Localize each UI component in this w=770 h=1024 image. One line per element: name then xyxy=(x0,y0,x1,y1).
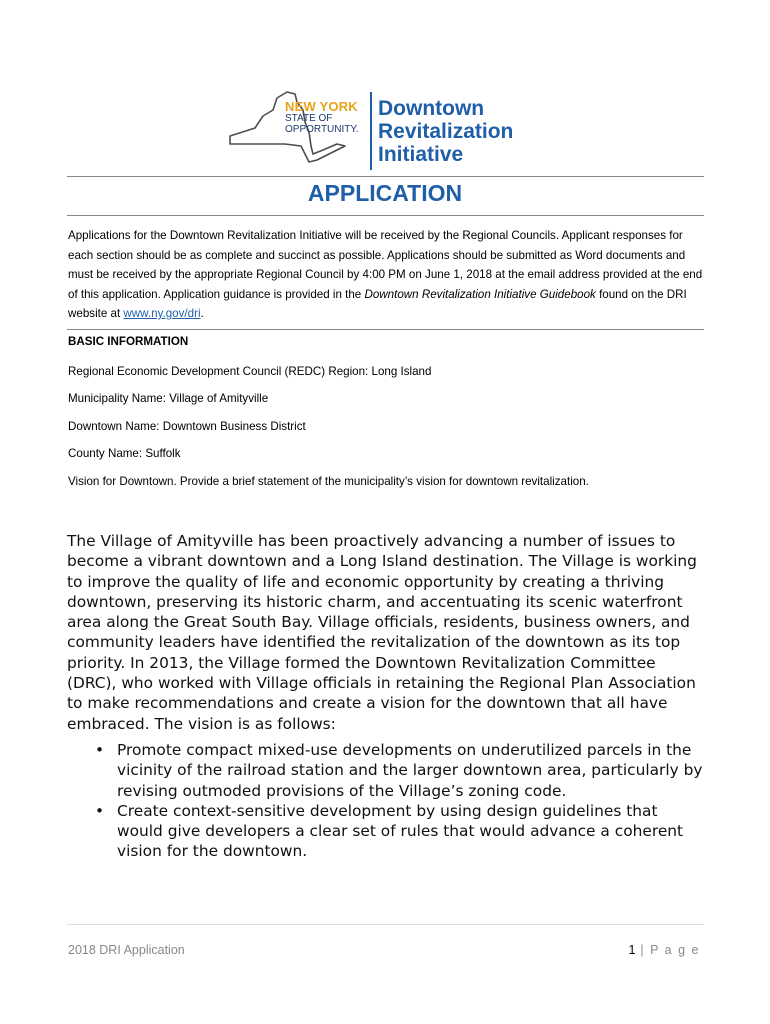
logo-state-name: NEW YORK xyxy=(285,99,358,114)
rule-top xyxy=(67,176,704,177)
downtown-name-field: Downtown Name: Downtown Business District xyxy=(68,420,306,433)
bullet-text: Promote compact mixed-use developments on underutilized parcels in the vicinity of the railroad station and the larger downtown area, particularly by revising outmoded provisions of the Village’s zoning code. xyxy=(117,740,703,800)
county-field: County Name: Suffolk xyxy=(68,447,181,460)
footer-document-name: 2018 DRI Application xyxy=(68,943,185,957)
footer-page-indicator xyxy=(628,943,700,957)
page-label: | P a g e xyxy=(635,943,700,957)
intro-text: Applications for the Downtown Revitalization Initiative will be received by the Regional Councils. Applicant responses for each section should be as complete and succinct as possible. Applications should be submitted as Word documents and must be received by the appropriate Regional Council by 4:00 PM on June 1, 2018 at the email address provided at the end of this application. Application guidance is provided in the xyxy=(68,229,703,301)
program-title xyxy=(378,97,513,166)
intro-text-2: found on the DRI website at xyxy=(68,287,687,320)
redc-region-field: Regional Economic Development Council (REDC) Region: Long Island xyxy=(68,365,432,378)
ny-state-of-opportunity-logo xyxy=(285,100,359,135)
intro-paragraph xyxy=(68,226,708,324)
footer-rule xyxy=(67,924,704,925)
logo-state-line1: STATE OF xyxy=(285,113,333,124)
municipality-field: Municipality Name: Village of Amityville xyxy=(68,392,269,405)
dri-website-link[interactable]: www.ny.gov/dri xyxy=(123,307,201,320)
bullet-icon: • xyxy=(95,801,105,820)
logo-divider xyxy=(370,92,372,170)
basic-info-heading: BASIC INFORMATION xyxy=(68,335,189,348)
program-line3: Initiative xyxy=(378,143,464,166)
rule-above-basic-info xyxy=(67,329,704,330)
vision-statement xyxy=(67,531,707,862)
list-item xyxy=(67,740,707,801)
bullet-icon: • xyxy=(95,740,105,759)
vision-paragraph: The Village of Amityville has been proactively advancing a number of issues to become a vibrant downtown and a Long Island destination. The Village is working to improve the quality of life and economic opportunity by creating a thriving downtown, preserving its historic charm, and accentuating its scenic waterfront area along the Great South Bay. Village officials, residents, business owners, and community leaders have identified the revitalization of the downtown as its top priority. In 2013, the Village formed the Downtown Revitalization Committee (DRC), who worked with Village officials in retaining the Regional Plan Association to make recommendations and create a vision for the downtown that all have embraced. The vision is as follows: xyxy=(67,532,697,733)
vision-prompt: Vision for Downtown. Provide a brief statement of the municipality’s vision for downtown revitalization. xyxy=(68,475,589,488)
program-line1: Downtown xyxy=(378,97,485,120)
rule-under-title xyxy=(67,215,704,216)
list-item xyxy=(67,801,707,862)
page-number: 1 xyxy=(628,943,636,957)
bullet-text: Create context-sensitive development by using design guidelines that would give developers a clear set of rules that would advance a coherent vision for the downtown. xyxy=(117,801,684,861)
guidebook-title: Downtown Revitalization Initiative Guidebook xyxy=(364,287,596,301)
intro-end: . xyxy=(200,307,204,320)
program-line2: Revitalization xyxy=(378,120,514,143)
page-title: APPLICATION xyxy=(307,180,463,206)
logo-state-line2: OPPORTUNITY. xyxy=(285,124,359,135)
header-logo xyxy=(225,88,545,173)
vision-bullet-list xyxy=(67,740,707,862)
